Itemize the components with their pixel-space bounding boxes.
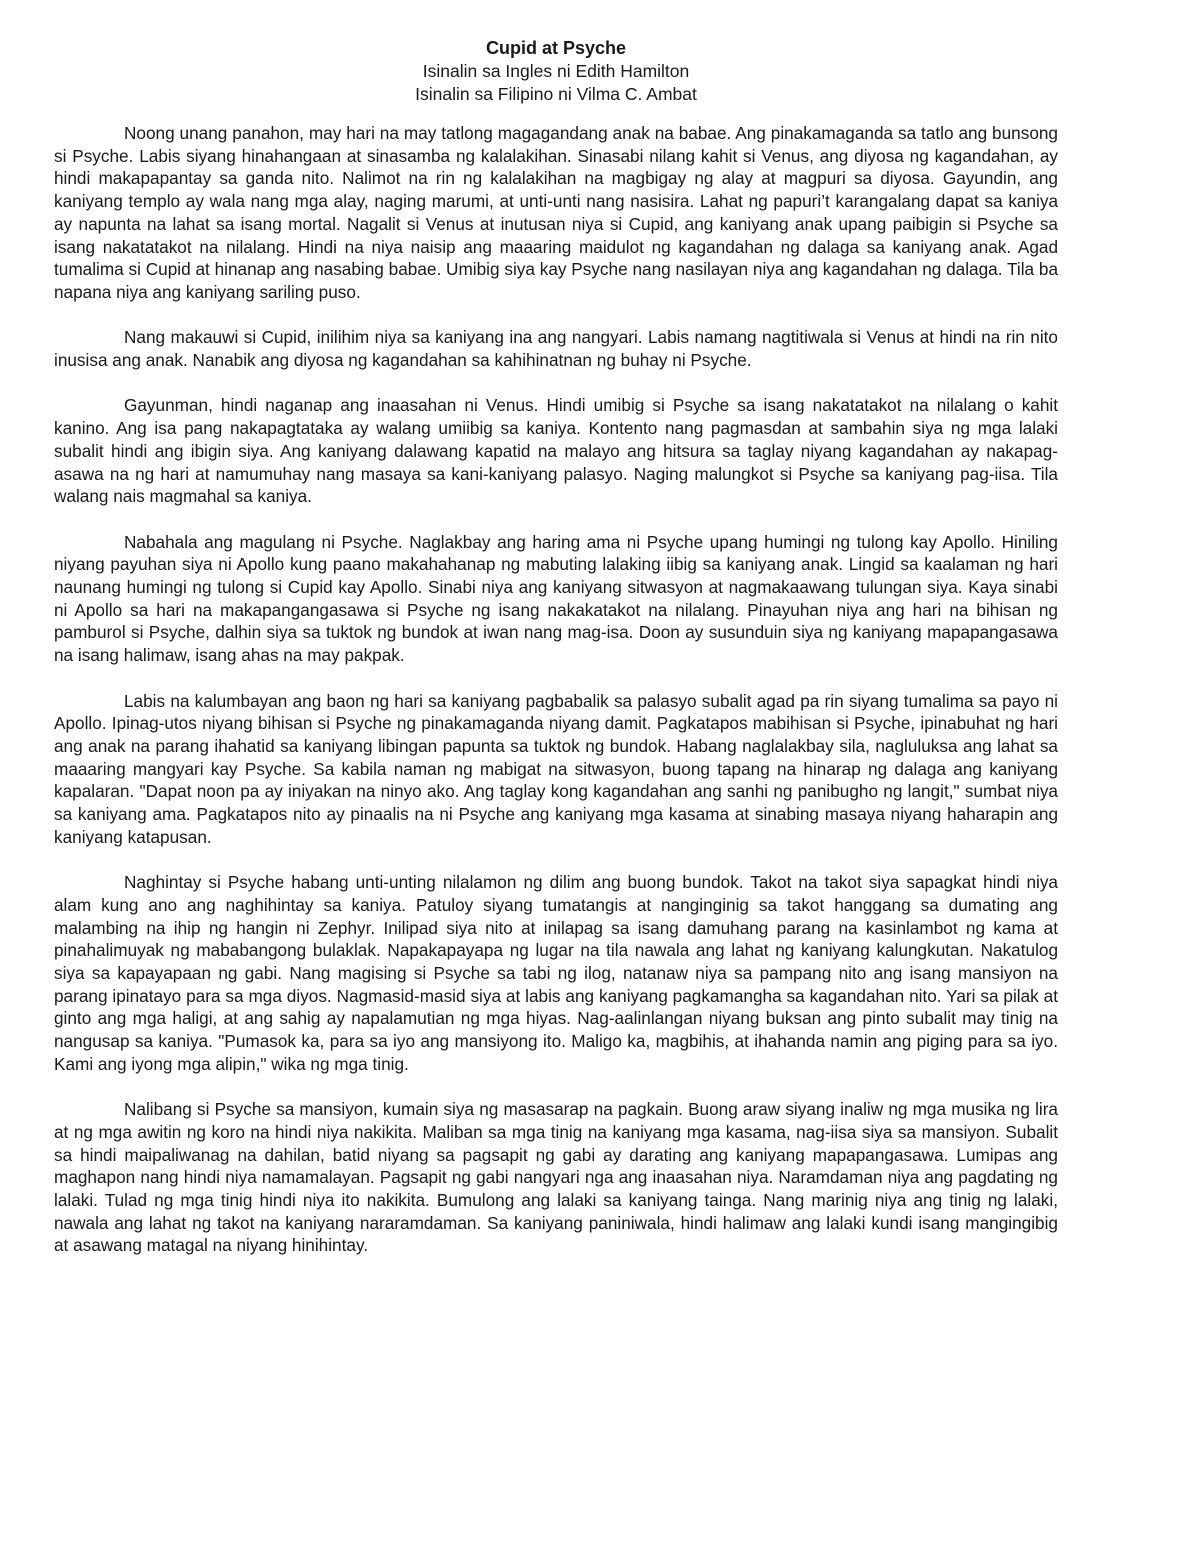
paragraph: Noong unang panahon, may hari na may tatlong magagandang anak na babae. Ang pinakamaganda sa tatlo ang bunsong si Psyche. Labis siyang hinahangaan at sinasamba ng kalalakihan. Sinasabi nilang kahit si Venus, ang diyosa ng kagandahan, ay hindi makapapantay sa ganda nito. Nalimot na rin ng kalalakihan na magbigay ng alay at magpuri sa diyosa. Gayundin, ang kaniyang templo ay wala nang mga alay, naging marumi, at unti-unti nang nasisira. Lahat ng papuri’t karangalang dapat sa kaniya ay napunta na lahat sa isang mortal. Nagalit si Venus at inutusan niya si Cupid, ang kaniyang anak upang paibigin si Psyche sa isang nakatatakot na nilalang. Hindi na niya naisip ang maaaring maidulot ng kagandahan ng dalaga sa kaniyang anak. Agad tumalima si Cupid at hinanap ang nasabing babae. Umibig siya kay Psyche nang nasilayan niya ang kagandahan ng dalaga. Tila ba napana niya ang kaniyang sariling puso. xyxy=(54,123,1058,302)
paragraph: Labis na kalumbayan ang baon ng hari sa kaniyang pagbabalik sa palasyo subalit agad pa rin siyang tumalima sa payo ni Apollo. Ipinag-utos niyang bihisan si Psyche ng pinakamaganda niyang damit. Pagkatapos mabihisan si Psyche, ipinabuhat ng hari ang anak na parang ihahatid sa kaniyang libingan papunta sa tuktok ng bundok. Habang naglalakbay sila, nagluluksa ang lahat sa maaaring mangyari kay Psyche. Sa kabila naman ng mabigat na sitwasyon, buong tapang na hinarap ng dalaga ang kaniyang kapalaran. "Dapat noon pa ay iniyakan na ninyo ako. Ang taglay kong kagandahan ang sanhi ng panibugho ng langit," sumbat niya sa kaniyang ama. Pagkatapos nito ay pinaalis na ni Psyche ang kaniyang mga kasama at sinabing masaya niyang haharapin ang kaniyang katapusan. xyxy=(54,690,1058,847)
paragraph: Nang makauwi si Cupid, inilihim niya sa kaniyang ina ang nangyari. Labis namang nagtitiwala si Venus at hindi na rin nito inusisa ang anak. Nanabik ang diyosa ng kagandahan sa kahihinatnan ng buhay ni Psyche. xyxy=(54,327,1058,371)
paragraph: Naghintay si Psyche habang unti-unting nilalamon ng dilim ang buong bundok. Takot na takot siya sapagkat hindi niya alam kung ano ang naghihintay sa kaniya. Patuloy siyang tumatangis at nanginginig sa takot hanggang sa dumating ang malambing na ihip ng hangin ni Zephyr. Inilipad siya nito at inilapag sa isang damuhang parang na kasinlambot ng kama at pinahalimuyak ng mababangong bulaklak. Napakapayapa ng lugar na tila nawala ang lahat ng kaniyang kalungkutan. Nakatulog siya sa kapayapaan ng gabi. Nang magising si Psyche sa tabi ng ilog, natanaw niya sa pampang nito ang isang mansiyon na parang ipinatayo para sa mga diyos. Nagmasid-masid siya at labis ang kaniyang pagkamangha sa kagandahan nito. Yari sa pilak at ginto ang mga haligi, at ang sahig ay napalamutian ng mga hiyas. Nag-aalinlangan niyang buksan ang pinto subalit may tinig na nangusap sa kaniya. "Pumasok ka, para sa iyo ang mansiyong ito. Maligo ka, magbihis, at ihahanda namin ang piging para sa iyo. Kami ang iyong mga alipin," wika ng mga tinig. xyxy=(54,872,1058,1074)
document-body xyxy=(54,122,1058,1257)
paragraph: Gayunman, hindi naganap ang inaasahan ni Venus. Hindi umibig si Psyche sa isang nakatatakot na nilalang o kahit kanino. Ang isa pang nakapagtataka ay walang umiibig sa kaniya. Kontento nang pagmasdan at sambahin siya ng mga lalaki subalit hindi ang ibigin siya. Ang kaniyang dalawang kapatid na malayo ang hitsura sa taglay niyang kagandahan ay nakapag-asawa na ng hari at namumuhay nang masaya sa kani-kaniyang palasyo. Naging malungkot si Psyche sa kaniyang pag-iisa. Tila walang nais magmahal sa kaniya. xyxy=(54,395,1058,507)
translator-english-line: Isinalin sa Ingles ni Edith Hamilton xyxy=(422,61,690,81)
paragraph: Nalibang si Psyche sa mansiyon, kumain siya ng masasarap na pagkain. Buong araw siyang inaliw ng mga musika ng lira at ng mga awitin ng koro na hindi niya nakikita. Maliban sa mga tinig na kaniyang mga kasama, nag-iisa siya sa mansiyon. Subalit sa hindi maipaliwanag na dahilan, batid niyang sa pagsapit ng gabi ay darating ang kaniyang mapapangasawa. Lumipas ang maghapon nang hindi niya namamalayan. Pagsapit ng gabi nangyari nga ang inaasahan niya. Naramdaman niya ang pagdating ng lalaki. Tulad ng mga tinig hindi niya ito nakikita. Bumulong ang lalaki sa kaniyang tainga. Nang marinig niya ang tinig ng lalaki, nawala ang lahat ng takot na kaniyang nararamdaman. Sa kaniyang paniniwala, hindi halimaw ang lalaki kundi isang mangingibig at asawang matagal na niyang hinihintay. xyxy=(54,1099,1058,1256)
document-title: Cupid at Psyche xyxy=(485,38,627,58)
translator-filipino-line: Isinalin sa Filipino ni Vilma C. Ambat xyxy=(415,84,697,104)
paragraph: Nabahala ang magulang ni Psyche. Naglakbay ang haring ama ni Psyche upang humingi ng tulong kay Apollo. Hiniling niyang payuhan siya ni Apollo kung paano makahahanap ng mabuting lalaking iibig sa kaniyang anak. Lingid sa kaalaman ng hari naunang humingi ng tulong si Cupid kay Apollo. Sinabi niya ang kaniyang sitwasyon at nagmakaawang tulungan siya. Kaya sinabi ni Apollo sa hari na makapangangasawa si Psyche ng isang nakakatakot na nilalang. Pinayuhan niya ang hari na bihisan ng pamburol si Psyche, dalhin siya sa tuktok ng bundok at iwan nang mag-isa. Doon ay susunduin siya ng kaniyang mapapangasawa na isang halimaw, isang ahas na may pakpak. xyxy=(54,531,1058,666)
document-header xyxy=(54,36,1058,106)
